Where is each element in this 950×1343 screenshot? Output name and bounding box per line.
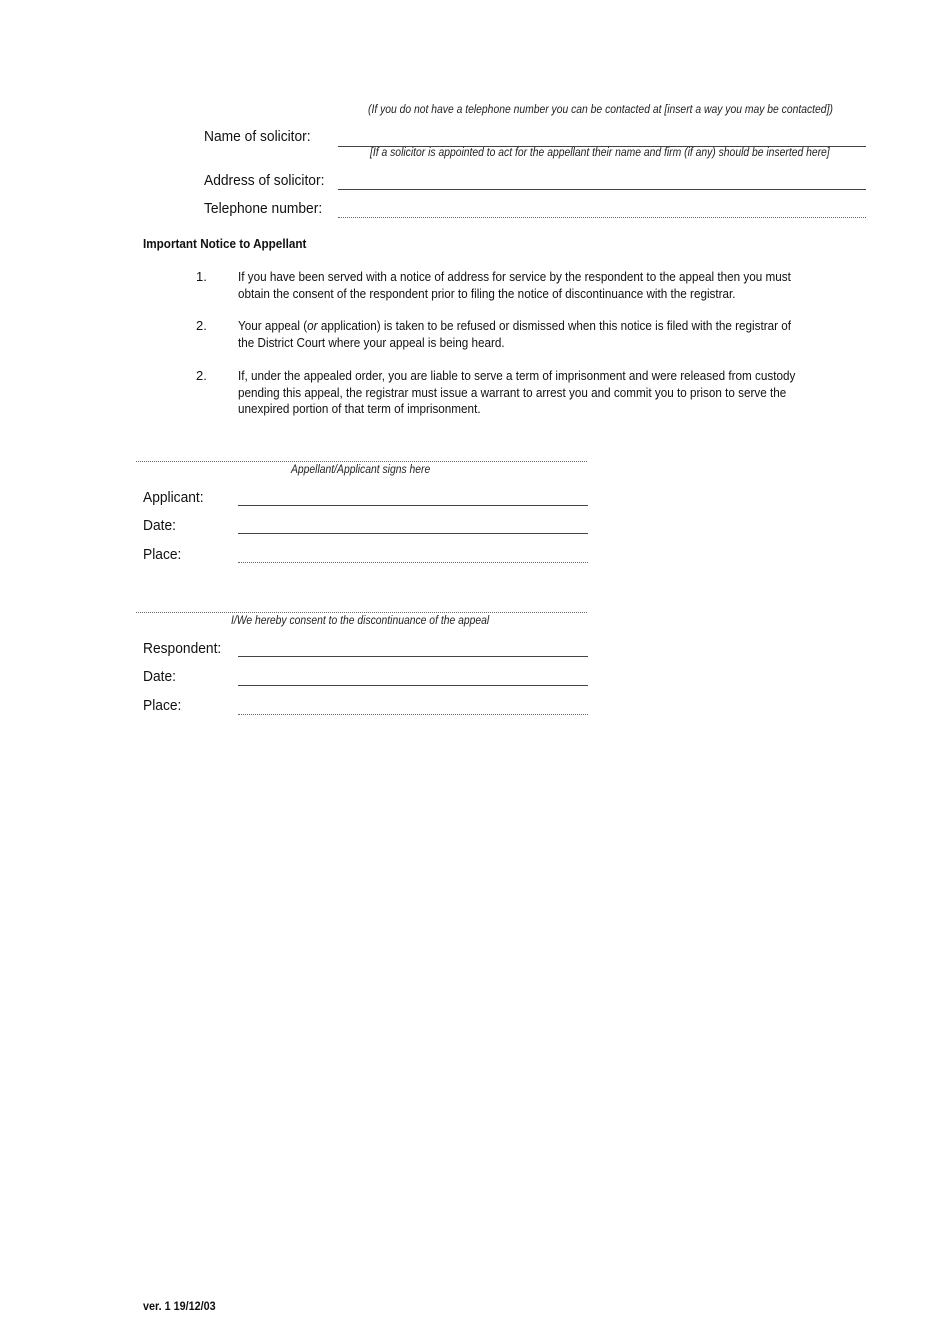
notice-item-text: Your appeal (or application) is taken to be refused or dismissed when this notice is filed with the registrar of the District Court where your appeal is being heard.	[238, 318, 792, 350]
solicitor-name-label: Name of solicitor:	[204, 128, 311, 145]
appellant-sign-caption: Appellant/Applicant signs here	[291, 464, 431, 476]
notice-item-number: 1.	[196, 269, 207, 284]
respondent-consent-caption: I/We hereby consent to the discontinuance of the appeal	[231, 615, 490, 627]
respondent-field[interactable]	[238, 656, 588, 657]
notice-item-number: 2.	[196, 368, 207, 383]
respondent-place-field[interactable]	[238, 714, 588, 715]
respondent-label: Respondent:	[143, 640, 222, 657]
respondent-signature-line[interactable]	[136, 612, 587, 613]
applicant-label: Applicant:	[143, 489, 204, 506]
applicant-field[interactable]	[238, 505, 588, 506]
respondent-date-field[interactable]	[238, 685, 588, 686]
telephone-label: Telephone number:	[204, 200, 323, 217]
applicant-date-label: Date:	[143, 517, 176, 534]
version-footer: ver. 1 19/12/03	[143, 1299, 216, 1313]
notice-heading: Important Notice to Appellant	[143, 236, 307, 251]
respondent-place-label: Place:	[143, 697, 182, 714]
notice-item-number: 2.	[196, 318, 207, 333]
solicitor-name-hint: [If a solicitor is appointed to act for the appellant their name and firm (if any) should be inserted here]	[370, 147, 830, 159]
contact-note: (If you do not have a telephone number you can be contacted at [insert a way you may be contacted])	[368, 104, 833, 116]
appellant-signature-line[interactable]	[136, 461, 587, 462]
solicitor-address-field[interactable]	[338, 189, 866, 190]
applicant-place-field[interactable]	[238, 562, 588, 563]
notice-item-text: If you have been served with a notice of address for service by the respondent to the appeal then you must obtain the consent of the respondent prior to filing the notice of discontinuance with the registrar.	[238, 269, 791, 301]
applicant-date-field[interactable]	[238, 533, 588, 534]
respondent-date-label: Date:	[143, 668, 176, 685]
solicitor-address-label: Address of solicitor:	[204, 172, 325, 189]
telephone-field[interactable]	[338, 217, 866, 218]
notice-item-text: If, under the appealed order, you are liable to serve a term of imprisonment and were released from custody pending this appeal, the registrar must issue a warrant to arrest you and commit you to prison to serve the unexpired portion of that term of imprisonment.	[238, 368, 796, 416]
applicant-place-label: Place:	[143, 546, 182, 563]
